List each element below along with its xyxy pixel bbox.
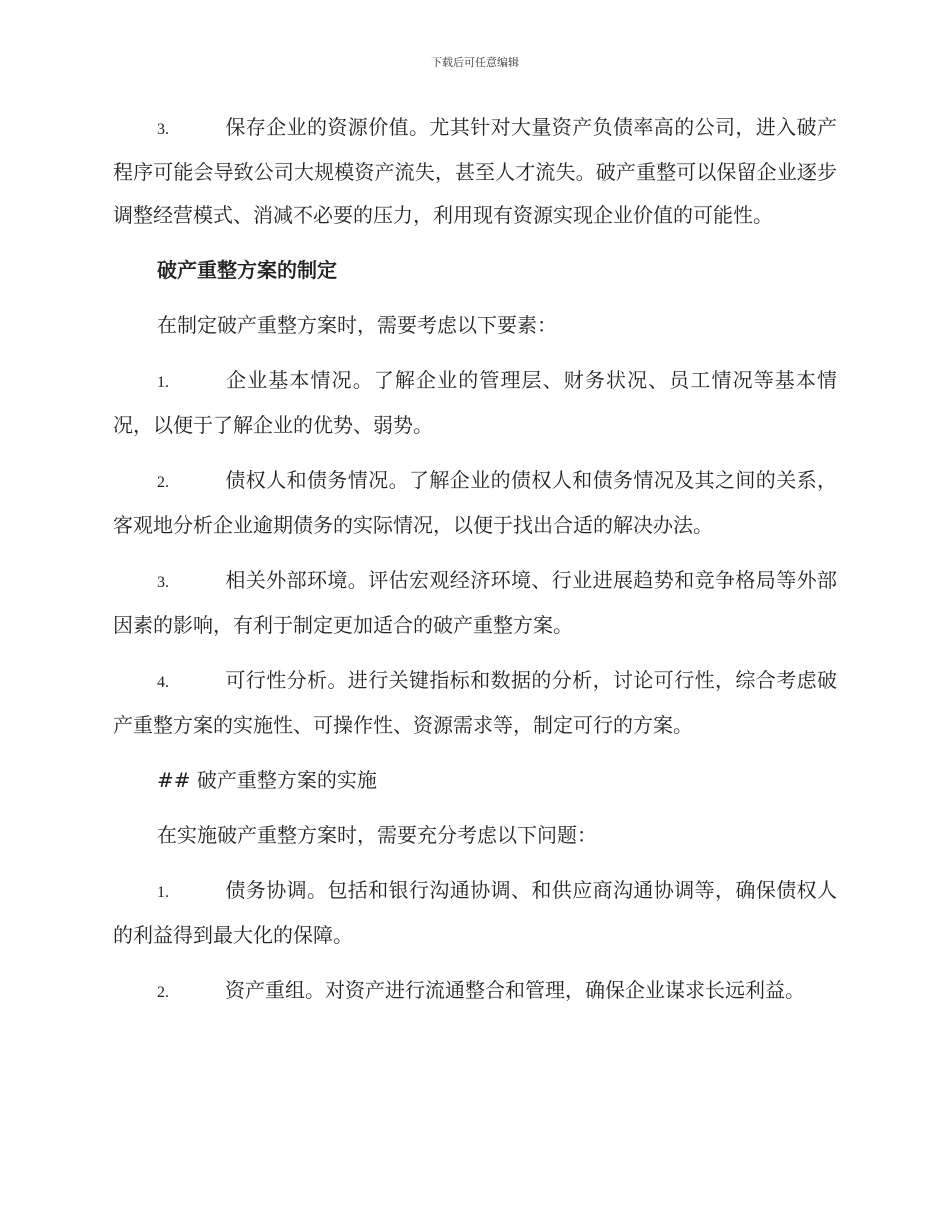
list-item — [113, 659, 837, 747]
list-item-text: 债务协调。包括和银行沟通协调、和供应商沟通协调等，确保债权人的利益得到最大化的保障。 — [113, 878, 837, 947]
list-number: 2. — [157, 474, 169, 491]
section-heading: 破产重整方案的制定 — [157, 258, 337, 282]
list-item — [113, 869, 837, 957]
list-number: 4. — [157, 674, 169, 691]
list-item-text: 可行性分析。进行关键指标和数据的分析，讨论可行性，综合考虑破产重整方案的实施性、可操作性、资源需求等，制定可行的方案。 — [113, 668, 837, 737]
list-number: 3. — [157, 121, 169, 138]
paragraph: 在制定破产重整方案时，需要考虑以下要素： — [157, 313, 557, 337]
list-number: 1. — [157, 884, 169, 901]
document-body — [113, 106, 837, 1026]
list-item — [113, 459, 837, 547]
page-header: 下载后可任意编辑 — [431, 56, 519, 69]
list-item — [113, 106, 837, 237]
list-item-text: 相关外部环境。评估宏观经济环境、行业进展趋势和竞争格局等外部因素的影响，有利于制定更加适合的破产重整方案。 — [113, 568, 837, 637]
list-item — [113, 359, 837, 447]
list-item — [113, 969, 837, 1014]
list-number: 1. — [157, 374, 169, 391]
list-number: 3. — [157, 574, 169, 591]
list-number: 2. — [157, 984, 169, 1001]
paragraph: 在实施破产重整方案时，需要充分考虑以下问题： — [157, 823, 597, 847]
list-item-text: 债权人和债务情况。了解企业的债权人和债务情况及其之间的关系，客观地分析企业逾期债务的实际情况，以便于找出合适的解决办法。 — [113, 468, 837, 537]
list-item — [113, 559, 837, 647]
list-item-text: 保存企业的资源价值。尤其针对大量资产负债率高的公司，进入破产程序可能会导致公司大规模资产流失，甚至人才流失。破产重整可以保留企业逐步调整经营模式、消减不必要的压力，利用现有资源实现企业价值的可能性。 — [113, 115, 837, 227]
list-item-text: 资产重组。对资产进行流通整合和管理，确保企业谋求长远利益。 — [225, 978, 805, 1002]
list-item-text: 企业基本情况。了解企业的管理层、财务状况、员工情况等基本情况，以便于了解企业的优势、弱势。 — [113, 368, 837, 437]
markdown-heading: ## 破产重整方案的实施 — [157, 768, 377, 792]
